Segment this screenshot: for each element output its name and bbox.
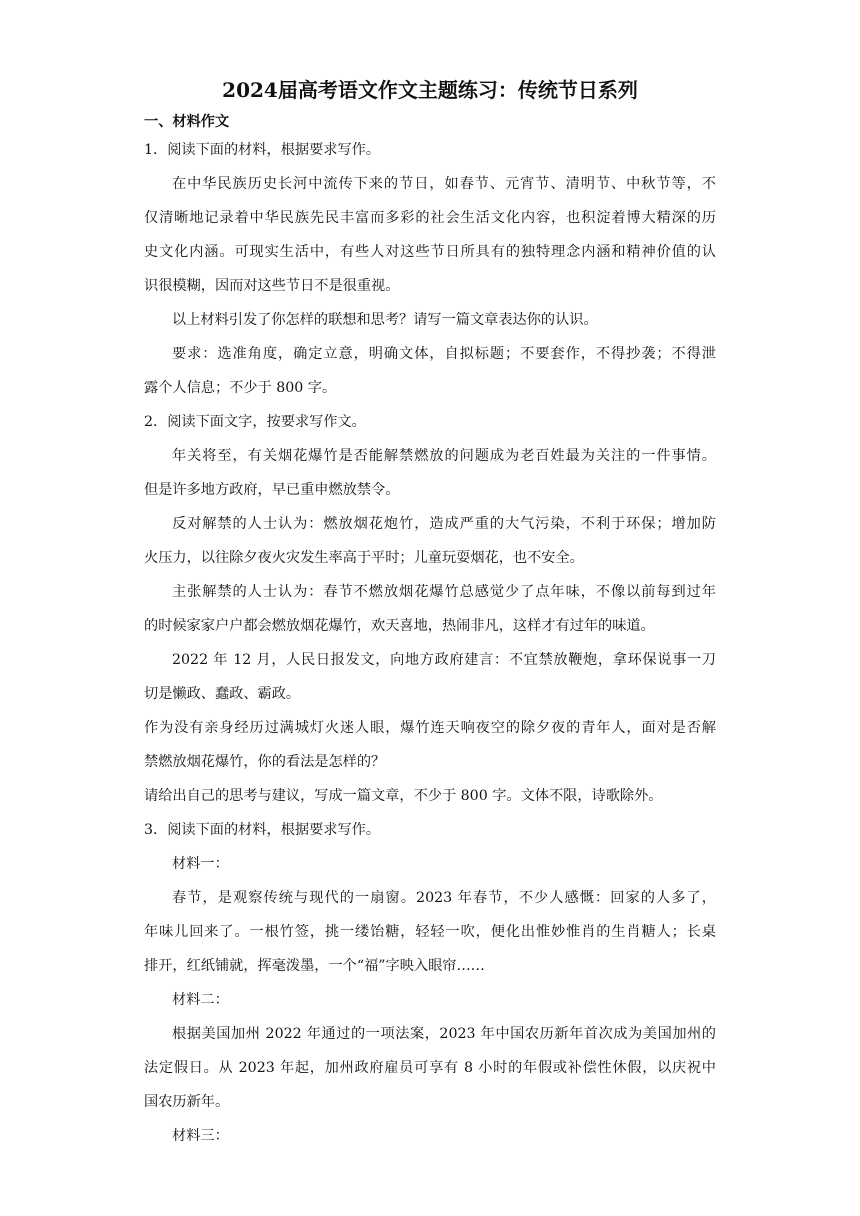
paragraph-line: 排开，红纸铺就，挥毫泼墨，一个“福”字映入眼帘…… <box>144 958 485 974</box>
paragraph-line: 的时候家家户户都会燃放烟花爆竹，欢天喜地，热闹非凡，这样才有过年的味道。 <box>144 618 655 634</box>
paragraph-line: 国农历新年。 <box>144 1094 230 1110</box>
paragraph-line: 史文化内涵。可现实生活中，有些人对这些节日所具有的独特理念内涵和精神价值的认 <box>144 244 716 260</box>
paragraph-line: 请给出自己的思考与建议，写成一篇文章，不少于 800 字。文体不限，诗歌除外。 <box>144 788 663 804</box>
paragraph-line: 主张解禁的人士认为：春节不燃放烟花爆竹总感觉少了点年味，不像以前每到过年 <box>172 584 716 600</box>
paragraph-line: 2022 年 12 月，人民日报发文，向地方政府建言：不宜禁放鞭炮，拿环保说事一刀 <box>172 652 716 668</box>
paragraph-line: 年味儿回来了。一根竹签，挑一缕饴糖，轻轻一吹，便化出惟妙惟肖的生肖糖人；长桌 <box>144 924 716 940</box>
paragraph-line: 反对解禁的人士认为：燃放烟花炮竹，造成严重的大气污染，不利于环保；增加防 <box>172 516 716 532</box>
paragraph-line: 露个人信息；不少于 800 字。 <box>144 380 337 396</box>
material-label: 材料三： <box>172 1128 229 1144</box>
paragraph-line: 切是懒政、蠢政、霸政。 <box>144 686 301 702</box>
paragraph-line: 以上材料引发了你怎样的联想和思考？请写一篇文章表达你的认识。 <box>172 312 598 328</box>
question-1-heading: 1．阅读下面的材料，根据要求写作。 <box>144 142 381 158</box>
question-3-heading: 3．阅读下面的材料，根据要求写作。 <box>144 822 381 838</box>
paragraph-line: 禁燃放烟花爆竹，你的看法是怎样的？ <box>144 754 386 770</box>
paragraph-line: 仅清晰地记录着中华民族先民丰富而多彩的社会生活文化内容，也积淀着博大精深的历 <box>144 210 716 226</box>
paragraph-line: 作为没有亲身经历过满城灯火迷人眼，爆竹连天响夜空的除夕夜的青年人，面对是否解 <box>144 720 716 736</box>
section-heading: 一、材料作文 <box>144 114 230 130</box>
paragraph-line: 春节，是观察传统与现代的一扇窗。2023 年春节，不少人感慨：回家的人多了， <box>172 890 716 906</box>
material-label: 材料二： <box>172 992 229 1008</box>
question-2-heading: 2．阅读下面文字，按要求写作文。 <box>144 414 366 430</box>
paragraph-line: 识很模糊，因而对这些节日不是很重视。 <box>144 278 400 294</box>
paragraph-line: 火压力，以往除夕夜火灾发生率高于平时；儿童玩耍烟花，也不安全。 <box>144 550 584 566</box>
document-title: 2024届高考语文作文主题练习：传统节日系列 <box>222 78 638 102</box>
paragraph-line: 年关将至，有关烟花爆竹是否能解禁燃放的问题成为老百姓最为关注的一件事情。 <box>172 448 716 464</box>
paragraph-line: 法定假日。从 2023 年起，加州政府雇员可享有 8 小时的年假或补偿性休假，以庆祝中 <box>144 1060 716 1076</box>
paragraph-line: 根据美国加州 2022 年通过的一项法案，2023 年中国农历新年首次成为美国加州的 <box>172 1026 716 1042</box>
paragraph-line: 但是许多地方政府，早已重申燃放禁令。 <box>144 482 400 498</box>
material-label: 材料一： <box>172 856 229 872</box>
paragraph-line: 要求：选准角度，确定立意，明确文体，自拟标题；不要套作，不得抄袭；不得泄 <box>172 346 716 362</box>
paragraph-line: 在中华民族历史长河中流传下来的节日，如春节、元宵节、清明节、中秋节等，不 <box>172 176 716 192</box>
